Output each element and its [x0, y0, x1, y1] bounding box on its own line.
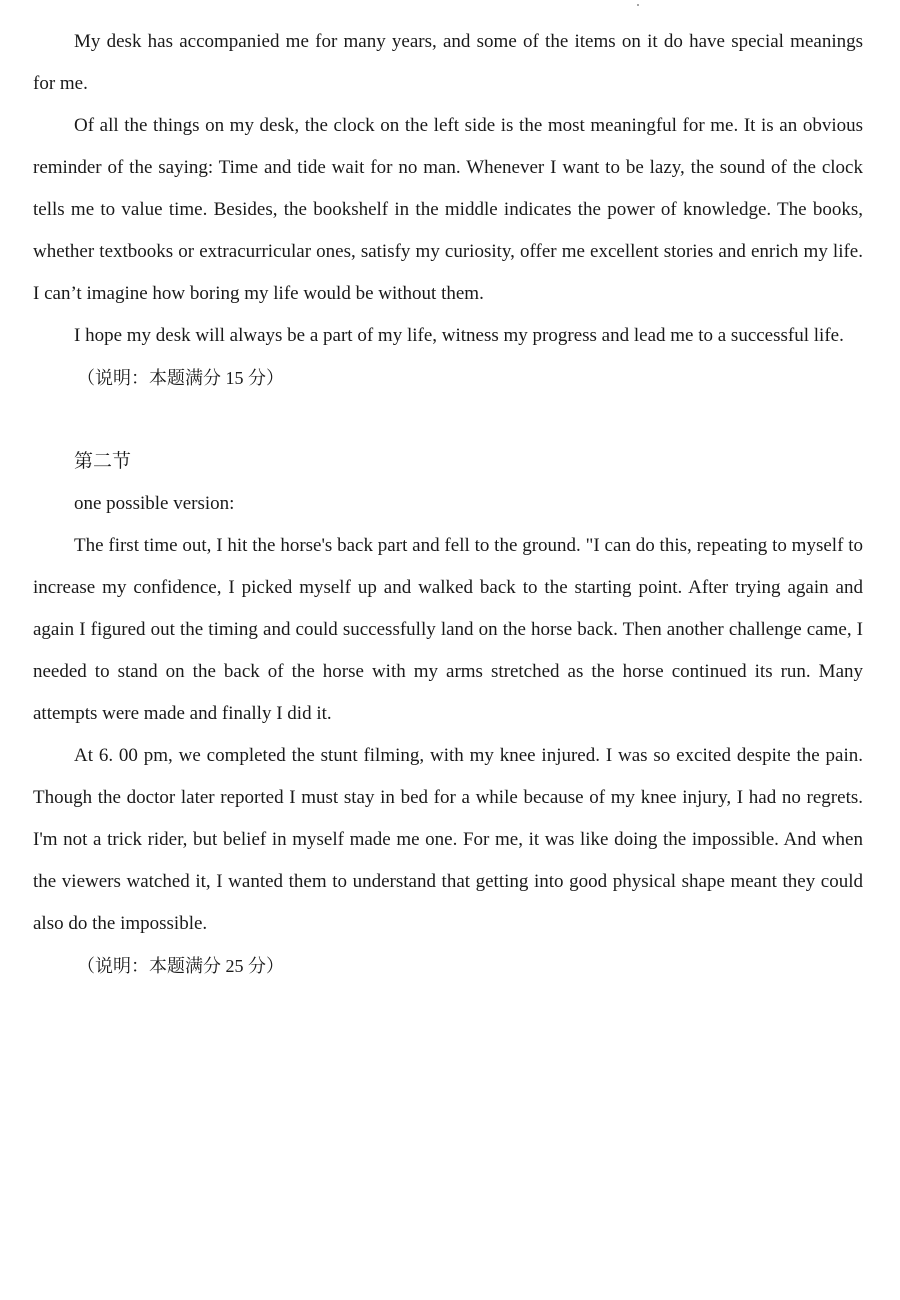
score-note-15: （说明：本题满分 15 分）	[77, 368, 284, 388]
answer-document	[33, 21, 863, 987]
section-writing-part-2	[33, 441, 863, 987]
scan-dot	[637, 4, 639, 6]
paragraph-desk-intro: My desk has accompanied me for many years, and some of the items on it do have special meanings for me.	[33, 31, 863, 94]
version-label: one possible version:	[74, 493, 235, 514]
paragraph-desk-conclusion: I hope my desk will always be a part of my life, witness my progress and lead me to a successful life.	[74, 325, 844, 346]
section-heading: 第二节	[74, 451, 132, 472]
section-spacer	[33, 399, 863, 441]
section-writing-part-1	[33, 21, 863, 399]
paragraph-horse-attempts: The first time out, I hit the horse's back part and fell to the ground. "I can do this, repeating to myself to increase my confidence, I picked myself up and walked back to the starting point. After trying again and again I figured out the timing and could successfully land on the horse back. Then another challenge came, I needed to stand on the back of the horse with my arms stretched as the horse continued its run. Many attempts were made and finally I did it.	[33, 535, 863, 724]
paragraph-desk-items: Of all the things on my desk, the clock on the left side is the most meaningful for me. It is an obvious reminder of the saying: Time and tide wait for no man. Whenever I want to be lazy, the sound of the clock tells me to value time. Besides, the bookshelf in the middle indicates the power of knowledge. The books, whether textbooks or extracurricular ones, satisfy my curiosity, offer me excellent stories and enrich my life. I can’t imagine how boring my life would be without them.	[33, 115, 863, 304]
score-note-25: （说明：本题满分 25 分）	[77, 956, 284, 976]
paragraph-filming-complete: At 6. 00 pm, we completed the stunt filming, with my knee injured. I was so excited despite the pain. Though the doctor later reported I must stay in bed for a while because of my knee injury, I had no regrets. I'm not a trick rider, but belief in myself made me one. For me, it was like doing the impossible. And when the viewers watched it, I wanted them to understand that getting into good physical shape meant they could also do the impossible.	[33, 745, 863, 934]
